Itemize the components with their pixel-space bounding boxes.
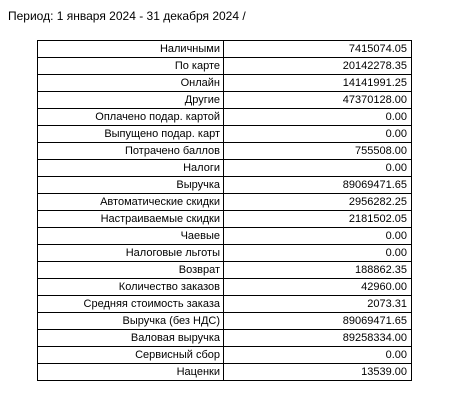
row-label: Онлайн	[38, 75, 224, 92]
row-label: Средняя стоимость заказа	[38, 296, 224, 313]
row-label: Настраиваемые скидки	[38, 211, 224, 228]
row-value: 0.00	[224, 160, 412, 177]
table-row	[38, 58, 412, 75]
table-row	[38, 228, 412, 245]
row-label: Сервисный сбор	[38, 347, 224, 364]
row-value: 89258334.00	[224, 330, 412, 347]
row-value: 0.00	[224, 347, 412, 364]
row-label: Выпущено подар. карт	[38, 126, 224, 143]
row-label: Другие	[38, 92, 224, 109]
row-value: 42960.00	[224, 279, 412, 296]
row-label: Чаевые	[38, 228, 224, 245]
row-label: Выручка	[38, 177, 224, 194]
row-value: 0.00	[224, 126, 412, 143]
table-row	[38, 92, 412, 109]
table-row	[38, 160, 412, 177]
table-row	[38, 313, 412, 330]
row-value: 89069471.65	[224, 313, 412, 330]
table-row	[38, 194, 412, 211]
row-value: 2181502.05	[224, 211, 412, 228]
table-row	[38, 211, 412, 228]
row-label: Налоговые льготы	[38, 245, 224, 262]
row-value: 2073.31	[224, 296, 412, 313]
row-value: 755508.00	[224, 143, 412, 160]
summary-table-body	[38, 41, 412, 381]
table-row	[38, 109, 412, 126]
table-row	[38, 75, 412, 92]
row-value: 0.00	[224, 109, 412, 126]
table-row	[38, 296, 412, 313]
row-value: 0.00	[224, 228, 412, 245]
row-value: 0.00	[224, 245, 412, 262]
row-value: 14141991.25	[224, 75, 412, 92]
row-label: Налоги	[38, 160, 224, 177]
table-row	[38, 245, 412, 262]
row-label: Выручка (без НДС)	[38, 313, 224, 330]
row-value: 89069471.65	[224, 177, 412, 194]
row-label: Количество заказов	[38, 279, 224, 296]
table-row	[38, 126, 412, 143]
table-row	[38, 347, 412, 364]
row-value: 188862.35	[224, 262, 412, 279]
row-label: Наценки	[38, 364, 224, 381]
row-value: 47370128.00	[224, 92, 412, 109]
row-label: Наличными	[38, 41, 224, 58]
row-label: По карте	[38, 58, 224, 75]
summary-table	[37, 40, 412, 381]
report-period: Период: 1 января 2024 - 31 декабря 2024 /	[8, 9, 246, 23]
table-row	[38, 41, 412, 58]
table-row	[38, 279, 412, 296]
row-value: 20142278.35	[224, 58, 412, 75]
row-label: Потрачено баллов	[38, 143, 224, 160]
row-label: Оплачено подар. картой	[38, 109, 224, 126]
row-label: Автоматические скидки	[38, 194, 224, 211]
table-row	[38, 364, 412, 381]
row-label: Валовая выручка	[38, 330, 224, 347]
table-row	[38, 177, 412, 194]
row-value: 2956282.25	[224, 194, 412, 211]
table-row	[38, 330, 412, 347]
row-label: Возврат	[38, 262, 224, 279]
row-value: 13539.00	[224, 364, 412, 381]
table-row	[38, 262, 412, 279]
row-value: 7415074.05	[224, 41, 412, 58]
table-row	[38, 143, 412, 160]
